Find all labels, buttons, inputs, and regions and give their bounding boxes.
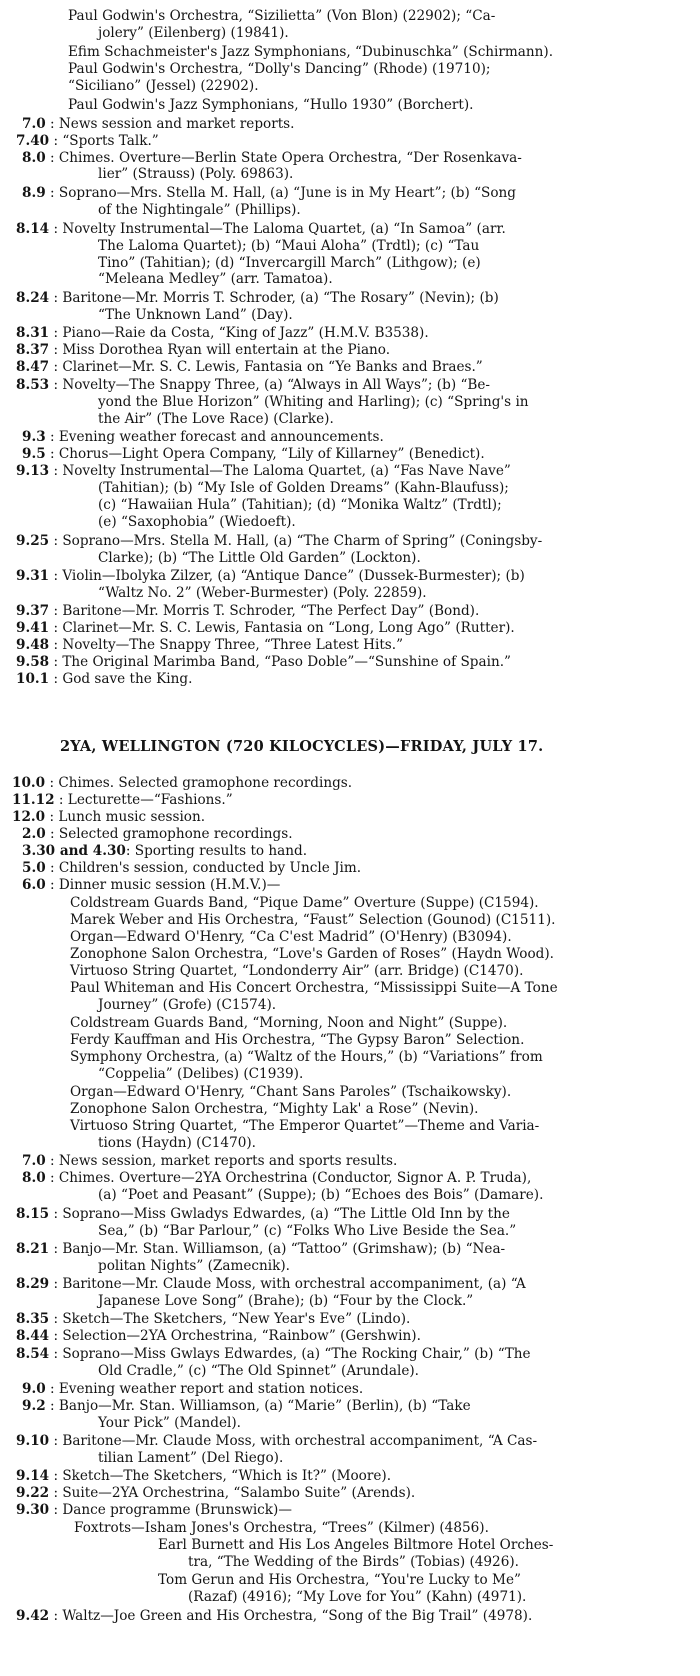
programme-line: “The Unknown Land” (Day). <box>98 307 293 323</box>
programme-line: Foxtrots—Isham Jones's Orchestra, “Trees” (Kilmer) (4856). <box>74 1520 489 1536</box>
programme-line: yond the Blue Horizon” (Whiting and Harling); (c) “Spring's in <box>98 394 529 410</box>
time-label: 8.15 <box>16 1206 50 1222</box>
programme-line: 9.41 : Clarinet—Mr. S. C. Lewis, Fantasia on “Long, Long Ago” (Rutter). <box>16 620 515 636</box>
time-label: 8.54 <box>16 1346 50 1362</box>
time-label: 8.47 <box>16 359 50 375</box>
time-label: 8.44 <box>16 1328 50 1344</box>
time-label: 9.31 <box>16 568 50 584</box>
programme-line: Symphony Orchestra, (a) “Waltz of the Hours,” (b) “Variations” from <box>70 1049 543 1065</box>
time-label: 2.0 <box>22 826 46 842</box>
time-label: 9.42 <box>16 1608 50 1624</box>
time-label: 7.0 <box>22 116 46 132</box>
programme-line: (c) “Hawaiian Hula” (Tahitian); (d) “Monika Waltz” (Trdtl); <box>98 497 502 513</box>
time-label: 6.0 <box>22 877 46 893</box>
programme-line: 7.40 : “Sports Talk.” <box>16 133 159 149</box>
programme-line: Coldstream Guards Band, “Pique Dame” Overture (Suppe) (C1594). <box>70 895 539 911</box>
programme-line: “Coppelia” (Delibes) (C1939). <box>98 1066 304 1082</box>
programme-line: jolery” (Eilenberg) (19841). <box>98 25 289 41</box>
programme-line: 10.0 : Chimes. Selected gramophone recordings. <box>12 775 353 791</box>
programme-line: 8.47 : Clarinet—Mr. S. C. Lewis, Fantasia on “Ye Banks and Braes.” <box>16 359 483 375</box>
programme-line: 8.15 : Soprano—Miss Gwladys Edwardes, (a) “The Little Old Inn by the <box>16 1206 510 1222</box>
programme-line: 5.0 : Children's session, conducted by Uncle Jim. <box>22 860 362 876</box>
programme-line: lier” (Strauss) (Poly. 69863). <box>98 166 294 182</box>
time-label: 7.40 <box>16 133 50 149</box>
time-label: 8.24 <box>16 290 50 306</box>
time-label: 8.29 <box>16 1276 50 1292</box>
programme-line: the Air” (The Love Race) (Clarke). <box>98 411 334 427</box>
station-heading: 2YA, WELLINGTON (720 KILOCYCLES)—FRIDAY, JULY 17. <box>60 738 544 755</box>
time-label: 9.10 <box>16 1433 50 1449</box>
programme-line: Organ—Edward O'Henry, “Ca C'est Madrid” (O'Henry) (B3094). <box>70 929 512 945</box>
programme-line: 8.21 : Banjo—Mr. Stan. Williamson, (a) “Tattoo” (Grimshaw); (b) “Nea- <box>16 1241 506 1257</box>
time-label: 8.35 <box>16 1311 50 1327</box>
programme-line: Sea,” (b) “Bar Parlour,” (c) “Folks Who Live Beside the Sea.” <box>98 1223 517 1239</box>
programme-line: 2.0 : Selected gramophone recordings. <box>22 826 293 842</box>
programme-line: Tino” (Tahitian); (d) “Invercargill March” (Lithgow); (e) <box>98 255 481 271</box>
programme-line: Coldstream Guards Band, “Morning, Noon and Night” (Suppe). <box>70 1015 508 1031</box>
programme-line: Paul Whiteman and His Concert Orchestra, “Mississippi Suite—A Tone <box>70 980 558 996</box>
programme-line: “Meleana Medley” (arr. Tamatoa). <box>98 271 333 287</box>
programme-line: Virtuoso String Quartet, “The Emperor Quartet”—Theme and Varia- <box>70 1118 540 1134</box>
time-label: 9.37 <box>16 603 50 619</box>
time-label: 9.0 <box>22 1381 46 1397</box>
programme-line: 9.31 : Violin—Ibolyka Zilzer, (a) “Antique Dance” (Dussek-Burmester); (b) <box>16 568 525 584</box>
programme-line: 9.2 : Banjo—Mr. Stan. Williamson, (a) “Marie” (Berlin), (b) “Take <box>22 1398 471 1414</box>
programme-line: Clarke); (b) “The Little Old Garden” (Lockton). <box>98 550 421 566</box>
programme-line: 9.48 : Novelty—The Snappy Three, “Three Latest Hits.” <box>16 637 404 653</box>
programme-line: 6.0 : Dinner music session (H.M.V.)— <box>22 877 281 893</box>
programme-line: Marek Weber and His Orchestra, “Faust” Selection (Gounod) (C1511). <box>70 912 556 928</box>
time-label: 3.30 and 4.30 <box>22 843 126 859</box>
time-label: 8.31 <box>16 325 50 341</box>
time-label: 8.9 <box>22 185 46 201</box>
time-label: 10.1 <box>16 671 50 687</box>
programme-line: politan Nights” (Zamecnik). <box>98 1258 290 1274</box>
programme-line: 8.0 : Chimes. Overture—2YA Orchestrina (Conductor, Signor A. P. Truda), <box>22 1170 532 1186</box>
programme-line: Paul Godwin's Orchestra, “Sizilietta” (Von Blon) (22902); “Ca- <box>68 8 496 24</box>
programme-line: Organ—Edward O'Henry, “Chant Sans Paroles” (Tschaikowsky). <box>70 1084 512 1100</box>
programme-line: 9.0 : Evening weather report and station notices. <box>22 1381 364 1397</box>
time-label: 9.3 <box>22 429 46 445</box>
programme-line: Ferdy Kauffman and His Orchestra, “The Gypsy Baron” Selection. <box>70 1032 525 1048</box>
time-label: 9.58 <box>16 654 50 670</box>
programme-line: Zonophone Salon Orchestra, “Mighty Lak' a Rose” (Nevin). <box>70 1101 479 1117</box>
time-label: 8.14 <box>16 221 50 237</box>
programme-line: 9.37 : Baritone—Mr. Morris T. Schroder, “The Perfect Day” (Bond). <box>16 603 480 619</box>
programme-line: 9.14 : Sketch—The Sketchers, “Which is It?” (Moore). <box>16 1468 392 1484</box>
programme-line: Earl Burnett and His Los Angeles Biltmore Hotel Orches- <box>158 1537 554 1553</box>
time-label: 9.25 <box>16 533 50 549</box>
programme-line: The Laloma Quartet); (b) “Maui Aloha” (Trdtl); (c) “Tau <box>98 238 480 254</box>
programme-line: 9.58 : The Original Marimba Band, “Paso Doble”—“Sunshine of Spain.” <box>16 654 511 670</box>
programme-line: Efim Schachmeister's Jazz Symphonians, “Dubinuschka” (Schirmann). <box>68 44 554 60</box>
time-label: 9.48 <box>16 637 50 653</box>
programme-line: 9.3 : Evening weather forecast and announcements. <box>22 429 384 445</box>
programme-line: 9.42 : Waltz—Joe Green and His Orchestra, “Song of the Big Trail” (4978). <box>16 1608 533 1624</box>
programme-line: 10.1 : God save the King. <box>16 671 193 687</box>
time-label: 9.41 <box>16 620 50 636</box>
programme-line: 9.10 : Baritone—Mr. Claude Moss, with orchestral accompaniment, “A Cas- <box>16 1433 538 1449</box>
programme-line: tilian Lament” (Del Riego). <box>98 1450 284 1466</box>
time-label: 8.0 <box>22 150 46 166</box>
programme-line: 8.31 : Piano—Raie da Costa, “King of Jazz” (H.M.V. B3538). <box>16 325 429 341</box>
programme-line: tra, “The Wedding of the Birds” (Tobias) (4926). <box>188 1554 519 1570</box>
programme-line: 8.53 : Novelty—The Snappy Three, (a) “Always in All Ways”; (b) “Be- <box>16 377 491 393</box>
programme-line: 8.37 : Miss Dorothea Ryan will entertain at the Piano. <box>16 342 391 358</box>
programme-line: 9.22 : Suite—2YA Orchestrina, “Salambo Suite” (Arends). <box>16 1485 416 1501</box>
time-label: 9.22 <box>16 1485 50 1501</box>
programme-line: 8.14 : Novelty Instrumental—The Laloma Quartet, (a) “In Samoa” (arr. <box>16 221 506 237</box>
programme-line: Journey” (Grofe) (C1574). <box>98 997 277 1013</box>
time-label: 8.37 <box>16 342 50 358</box>
time-label: 8.53 <box>16 377 50 393</box>
programme-line: Paul Godwin's Jazz Symphonians, “Hullo 1930” (Borchert). <box>68 97 474 113</box>
programme-line: Japanese Love Song” (Brahe); (b) “Four by the Clock.” <box>98 1293 474 1309</box>
time-label: 8.21 <box>16 1241 50 1257</box>
time-label: 5.0 <box>22 860 46 876</box>
programme-line: 12.0 : Lunch music session. <box>12 809 206 825</box>
programme-line: 9.13 : Novelty Instrumental—The Laloma Quartet, (a) “Fas Nave Nave” <box>16 463 511 479</box>
programme-line: tions (Haydn) (C1470). <box>98 1135 256 1151</box>
programme-line: Virtuoso String Quartet, “Londonderry Air” (arr. Bridge) (C1470). <box>70 963 524 979</box>
time-label: 9.2 <box>22 1398 46 1414</box>
programme-line: 8.9 : Soprano—Mrs. Stella M. Hall, (a) “June is in My Heart”; (b) “Song <box>22 185 517 201</box>
time-label: 9.5 <box>22 446 46 462</box>
programme-line: Tom Gerun and His Orchestra, “You're Lucky to Me” <box>158 1572 521 1588</box>
programme-line: 8.35 : Sketch—The Sketchers, “New Year's Eve” (Lindo). <box>16 1311 411 1327</box>
programme-line: 9.25 : Soprano—Mrs. Stella M. Hall, (a) “The Charm of Spring” (Coningsby- <box>16 533 543 549</box>
programme-line: “Siciliano” (Jessel) (22902). <box>68 78 259 94</box>
programme-line: 8.44 : Selection—2YA Orchestrina, “Rainbow” (Gershwin). <box>16 1328 421 1344</box>
programme-line: 7.0 : News session and market reports. <box>22 116 295 132</box>
programme-line: 8.54 : Soprano—Miss Gwlays Edwardes, (a) “The Rocking Chair,” (b) “The <box>16 1346 531 1362</box>
time-label: 9.14 <box>16 1468 50 1484</box>
programme-line: Paul Godwin's Orchestra, “Dolly's Dancing” (Rhode) (19710); <box>68 61 491 77</box>
programme-line: Old Cradle,” (c) “The Old Spinnet” (Arundale). <box>98 1363 419 1379</box>
programme-line: 8.29 : Baritone—Mr. Claude Moss, with orchestral accompaniment, (a) “A <box>16 1276 526 1292</box>
programme-line: 9.30 : Dance programme (Brunswick)— <box>16 1502 292 1518</box>
time-label: 12.0 <box>12 809 46 825</box>
programme-line: of the Nightingale” (Phillips). <box>98 202 301 218</box>
programme-line: Zonophone Salon Orchestra, “Love's Garden of Roses” (Haydn Wood). <box>70 946 554 962</box>
time-label: 7.0 <box>22 1153 46 1169</box>
time-label: 10.0 <box>12 775 46 791</box>
time-label: 11.12 <box>12 792 55 808</box>
time-label: 9.13 <box>16 463 50 479</box>
programme-line: Your Pick” (Mandel). <box>98 1415 241 1431</box>
programme-line: 7.0 : News session, market reports and sports results. <box>22 1153 398 1169</box>
programme-line: (a) “Poet and Peasant” (Suppe); (b) “Echoes des Bois” (Damare). <box>98 1187 544 1203</box>
time-label: 9.30 <box>16 1502 50 1518</box>
time-label: 8.0 <box>22 1170 46 1186</box>
programme-line: “Waltz No. 2” (Weber-Burmester) (Poly. 22859). <box>98 585 427 601</box>
programme-line: 8.0 : Chimes. Overture—Berlin State Opera Orchestra, “Der Rosenkava- <box>22 150 522 166</box>
programme-line: 9.5 : Chorus—Light Opera Company, “Lily of Killarney” (Benedict). <box>22 446 485 462</box>
programme-line: (Tahitian); (b) “My Isle of Golden Dreams” (Kahn-Blaufuss); <box>98 480 509 496</box>
programme-line: 8.24 : Baritone—Mr. Morris T. Schroder, (a) “The Rosary” (Nevin); (b) <box>16 290 499 306</box>
programme-line: 11.12 : Lecturette—“Fashions.” <box>12 792 233 808</box>
programme-line: (e) “Saxophobia” (Wiedoeft). <box>98 514 296 530</box>
programme-line: (Razaf) (4916); “My Love for You” (Kahn) (4971). <box>188 1589 527 1605</box>
programme-line: 3.30 and 4.30: Sporting results to hand. <box>22 843 308 859</box>
